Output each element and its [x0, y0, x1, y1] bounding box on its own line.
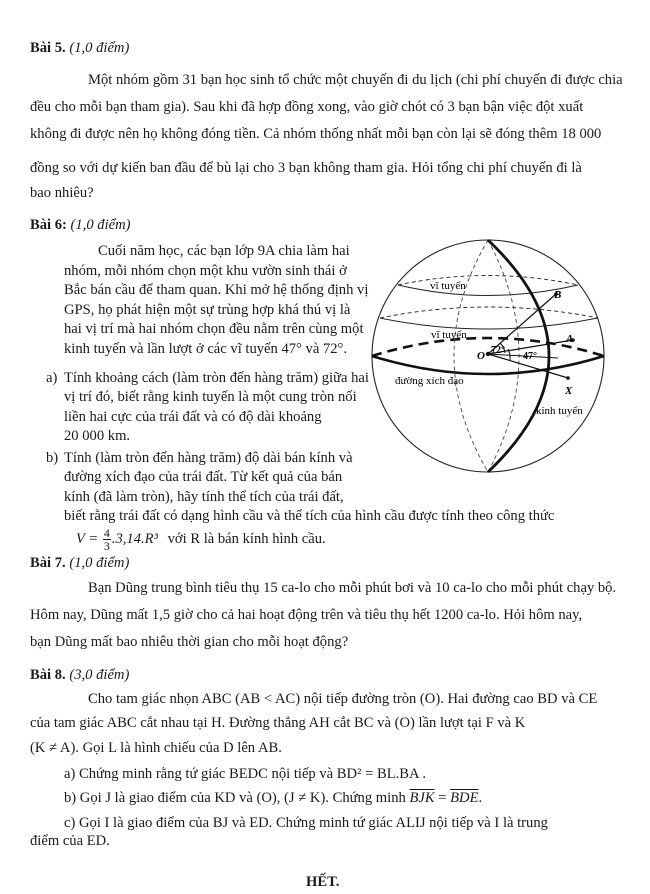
bai6-part-b-2: đường xích đạo của trái đất. Từ kết quả của bán	[64, 469, 343, 485]
label-B: B	[554, 289, 562, 301]
bai6-part-b-1: Tính (làm tròn đến hàng trăm) độ dài bán kính và	[64, 450, 353, 466]
bai8-points: (3,0 điểm)	[69, 667, 130, 683]
label-A: A	[566, 333, 574, 345]
bai6-part-a-2: vị trí đó, biết rằng kinh tuyến là một cung tròn nối	[64, 389, 357, 405]
bai6-intro-5: hai vị trí mà hai nhóm chọn đều nằm trên cùng một	[64, 321, 364, 337]
equator-front	[372, 356, 604, 374]
bai5-heading: Bài 5.	[30, 40, 66, 56]
bai7-line-1: Bạn Dũng trung bình tiêu thụ 15 ca-lo cho mỗi phút bơi và 10 ca-lo cho mỗi phút chạy bộ.	[88, 580, 617, 596]
bai5-line-4: đồng so với dự kiến ban đầu để bù lại cho 3 bạn không tham gia. Hỏi tổng chi phí chuyến đi là	[30, 160, 582, 176]
bai6-formula	[76, 523, 326, 555]
bai8-heading: Bài 8.	[30, 667, 66, 683]
bai7-points: (1,0 điểm)	[69, 555, 130, 571]
bai6-intro-4: GPS, họ phát hiện một sự trùng hợp khá thú vị là	[64, 302, 351, 318]
bai6-intro-6: kinh tuyến và lần lượt ở các vĩ tuyến 47° và 72°.	[64, 341, 348, 357]
latitude-mid-back	[380, 307, 598, 318]
label-equator: đường xích đạo	[395, 375, 464, 387]
bai6-title	[30, 216, 131, 234]
label-vi-tuyen-mid: vĩ tuyến	[431, 329, 467, 341]
bai6-part-b-label: b)	[46, 450, 59, 466]
bai8-part-b-pre: b) Gọi J là giao điểm của KD và (O), (J ≠ K). Chứng minh	[64, 790, 406, 806]
bai6-part-a-4: 20 000 km.	[64, 428, 131, 444]
bai6-part-b-3: kính (đã làm tròn), hãy tính thể tích của trái đất,	[64, 489, 344, 505]
bai6-heading: Bài 6:	[30, 217, 67, 233]
label-47: 47°	[523, 351, 537, 362]
angle-bjk: $\overline{BJK}$	[409, 790, 435, 806]
label-X: X	[565, 385, 573, 397]
bai5-title	[30, 39, 129, 57]
bai8-line-3: (K ≠ A). Gọi L là hình chiếu của D lên AB.	[30, 740, 282, 756]
globe-figure	[360, 228, 620, 493]
bai8-line-2: của tam giác ABC cắt nhau tại H. Đường thẳng AH cắt BC và (O) lần lượt tại F và K	[30, 715, 526, 731]
label-72: 72°	[491, 345, 505, 356]
bai8-part-c-2: điểm của ED.	[30, 833, 110, 849]
formula-numerator: 4	[103, 526, 110, 541]
bai6-intro-1: Cuối năm học, các bạn lớp 9A chia làm hai	[98, 243, 350, 259]
bai5-line-2: đều cho mỗi bạn tham gia). Sau khi đã hợp đồng xong, vào giờ chót có 3 bạn bận việc đột xuất	[30, 99, 584, 115]
end-marker: HẾT.	[306, 874, 340, 890]
bai8-part-b	[64, 789, 482, 807]
bai5-line-5: bao nhiêu?	[30, 185, 94, 201]
formula-fraction	[103, 527, 111, 552]
latitude-top-back	[398, 276, 578, 286]
label-O: O	[477, 350, 485, 362]
bai5-points: (1,0 điểm)	[69, 40, 130, 56]
bai8-part-c-1: c) Gọi I là giao điểm của BJ và ED. Chứng minh tứ giác ALIJ nội tiếp và I là trung	[64, 815, 548, 831]
latitude-top-front	[398, 285, 578, 296]
bai5-line-3: không đi được nên họ không đóng tiền. Cả nhóm thống nhất mỗi bạn còn lại sẽ đóng thêm 18 000	[30, 126, 602, 142]
bai6-points: (1,0 điểm)	[70, 217, 131, 233]
bai7-line-2: Hôm nay, Dũng mất 1,5 giờ cho cả hai hoạt động trên và tiêu thụ hết 1200 ca-lo. Hỏi hôm nay,	[30, 607, 583, 623]
formula-denominator: 3	[103, 539, 110, 554]
latitude-mid-front	[380, 318, 598, 329]
bai6-intro-3: Bắc bán cầu để tham quan. Khi mở hệ thống định vị	[64, 282, 369, 298]
bai8-title	[30, 666, 129, 684]
point-O	[486, 352, 490, 356]
label-vi-tuyen-top: vĩ tuyến	[430, 280, 466, 292]
bai8-part-b-eq: =	[438, 790, 447, 806]
point-X	[566, 376, 570, 380]
angle-bde: $\overline{BDE}$	[450, 790, 479, 806]
bai8-line-1: Cho tam giác nhọn ABC (AB < AC) nội tiếp đường tròn (O). Hai đường cao BD và CE	[88, 691, 598, 707]
bai6-part-b-4: biết rằng trái đất có dạng hình cầu và thể tích của hình cầu được tính theo công thức	[64, 508, 555, 524]
bai6-intro-2: nhóm, mỗi nhóm chọn một khu vườn sinh thái ở	[64, 263, 347, 279]
bai7-title	[30, 554, 129, 572]
bai7-line-3: bạn Dũng mất bao nhiêu thời gian cho mỗi hoạt động?	[30, 634, 349, 650]
formula-lhs: V =	[76, 531, 99, 547]
bai6-part-a-1: Tính khoảng cách (làm tròn đến hàng trăm) giữa hai	[64, 370, 369, 386]
label-meridian: kinh tuyến	[536, 405, 583, 417]
formula-tail: với R là bán kính hình cầu.	[167, 531, 326, 547]
bai6-part-a-3: liền hai cực của trái đất và có độ dài khoảng	[64, 409, 322, 425]
bai6-part-a-label: a)	[46, 370, 58, 386]
formula-rest: .3,14.R³	[111, 531, 158, 547]
bai8-part-b-end: .	[478, 790, 483, 806]
bai5-line-1: Một nhóm gồm 31 bạn học sinh tổ chức một chuyến đi du lịch (chi phí chuyến đi được chia	[88, 72, 623, 88]
bai8-part-a: a) Chứng minh rằng tứ giác BEDC nội tiếp và BD² = BL.BA .	[64, 766, 427, 782]
bai7-heading: Bài 7.	[30, 555, 66, 571]
